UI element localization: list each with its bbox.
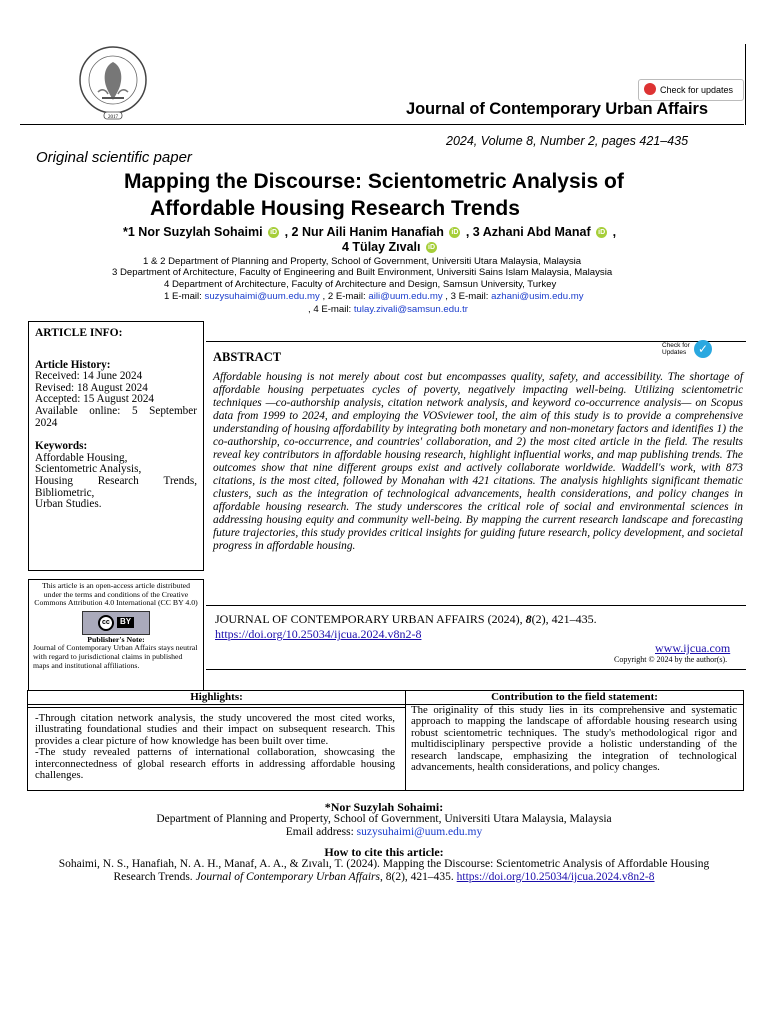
corresponding-author: *Nor Suzylah Sohaimi:: [324, 800, 444, 814]
header-divider: [20, 124, 744, 125]
checkmark-icon: ✓: [694, 340, 712, 358]
online-word-3: 5: [131, 404, 138, 417]
check-label-2: Updates: [662, 349, 687, 356]
orcid-icon[interactable]: iD: [451, 229, 459, 237]
doi-link[interactable]: [215, 627, 421, 642]
publisher-note: Journal of Contemporary Urban Affairs stays neutral with regard to jurisdictional claims in published maps and institutional affiliations.: [33, 643, 198, 670]
journal-citation: [215, 612, 597, 627]
citation-bottom-rule: [206, 669, 746, 670]
check-for-updates-badge[interactable]: [662, 342, 709, 356]
highlights-text: [35, 713, 395, 781]
cite-doi-link[interactable]: https://doi.org/10.25034/ijcua.2024.v8n2-8: [456, 871, 655, 883]
website-text[interactable]: www.ijcua.com: [655, 641, 731, 655]
keyword-word: Housing: [35, 474, 73, 487]
affiliation-3: 4 Department of Architecture, Faculty of Architecture and Design, Samsun University, Turkey: [164, 279, 557, 290]
check-updates-label: Check for updates: [660, 85, 734, 95]
highlights-inner-rule: [28, 707, 405, 708]
online-word-2: online:: [89, 404, 121, 417]
orcid-icon[interactable]: iD: [598, 229, 606, 237]
title-line-2: Affordable Housing Research Trends: [150, 197, 520, 220]
orcid-icon[interactable]: iD: [428, 244, 435, 252]
highlight-item: -The study revealed patterns of international collaboration, showcasing the interconnectedness of global research efforts in addressing affordable housing challenges.: [35, 746, 395, 782]
copyright-note: Copyright © 2024 by the author(s).: [614, 655, 728, 664]
citation-volume: 8: [525, 612, 532, 626]
email-link-4[interactable]: tulay.zivali@samsun.edu.tr: [353, 304, 468, 315]
affiliation-2: 3 Department of Architecture, Faculty of Engineering and Built Environment, Universiti Sains Islam Malaysia, Malaysia: [112, 267, 613, 278]
keyword: Urban Studies.: [35, 498, 102, 511]
contribution-heading: Contribution to the field statement:: [491, 691, 658, 703]
keyword: Scientometric Analysis,: [35, 463, 142, 476]
how-to-cite-heading: How to cite this article:: [324, 845, 444, 859]
check-label-1: Check for: [662, 342, 690, 349]
author-3: , 3 Azhani Abd Manaf: [465, 225, 591, 239]
license-text: This article is an open-access article distributed under the terms and conditions of the Creative Commons Attribution 4.0 International (CC BY 4.0): [34, 581, 198, 608]
keyword: Affordable Housing,: [35, 451, 128, 464]
highlight-item: -Through citation network analysis, the study uncovered the most cited works, illustrating foundational studies and their impact on subsequent research. This provides a clear picture of how knowledge has been built over time.: [35, 712, 395, 747]
keyword: [35, 476, 197, 488]
email-link-1[interactable]: suzysuhaimi@uum.edu.my: [204, 291, 320, 302]
email-label: Email address:: [285, 826, 357, 838]
authors-line-2: [342, 240, 439, 254]
article-info-box: [28, 321, 204, 571]
logo-year: 2017: [108, 115, 118, 120]
online-date: [35, 406, 197, 418]
history-label: Article History:: [35, 358, 111, 371]
doi-text[interactable]: https://doi.org/10.25034/ijcua.2024.v8n2-8: [215, 627, 422, 641]
received-date: Received: 14 June 2024: [35, 370, 143, 383]
email-label-4: , 4 E-mail:: [308, 304, 354, 315]
corresponding-email-link[interactable]: suzysuhaimi@uum.edu.my: [356, 826, 483, 838]
cite-fragment: , 8(2), 421–435.: [380, 871, 457, 883]
how-to-cite-line-2: [0, 871, 768, 883]
online-word-1: Available: [35, 404, 78, 417]
abstract-text: Affordable housing is not merely about cost but encompasses quality, safety, and accessibility. The shortage of affordable housing perpetuates cycles of poverty, negatively impacting well-being. Utilizing scientometric techniques —co-authorship analysis, citation network analysis, and keyword co-occurrence analysis— on Scopus data from 1999 to 2024, and employing the VOSviewer tool, the aim of this study is to provide a comprehensive understanding of housing affordability by integrating both monetary and non-monetary factors and identifies 1) the co-authorship, co-occurrence, and countries' collaboration, and 2) the most cited article in the field. The results reveal key contributors in affordable housing research, highlight influential works, and map publishing trends. The outcomes show that nine different groups exist and actively collaborate worldwide. Waddell's work, with 873 citations, is the most cited, followed by Monahan with 421 citations. The analysis highlights significant thematic clusters, such as the integration of technological advancements, health considerations, and policy changes in affordable housing research. The study underscores the critical role of social and environmental sciences in addressing housing equity and community well-being. By mapping the current research landscape and forecasting future trajectories, this study provides critical insights for guiding future research, policy development, and societal progress in affordable housing.: [213, 371, 743, 552]
affiliation-1: 1 & 2 Department of Planning and Property, School of Government, Universiti Utara Malaysia, Malaysia: [143, 256, 582, 267]
author-emails-2: [308, 304, 768, 315]
accepted-date: Accepted: 15 August 2024: [35, 393, 155, 406]
highlights-column-divider: [405, 691, 406, 790]
journal-website-link[interactable]: [655, 641, 730, 656]
email-label-1: 1 E-mail:: [164, 291, 205, 302]
email-link-2[interactable]: aili@uum.edu.my: [368, 291, 443, 302]
cite-journal: Journal of Contemporary Urban Affairs: [195, 871, 380, 883]
corresponding-email: [0, 826, 768, 838]
by-icon: BY: [117, 617, 134, 628]
highlights-heading: Highlights:: [190, 691, 243, 703]
corresponding-department: Department of Planning and Property, School of Government, Universiti Utara Malaysia, Malaysia: [156, 813, 612, 825]
citation-pages: (2), 421–435.: [531, 612, 597, 626]
author-emails: [164, 291, 768, 302]
author-2: , 2 Nur Aili Hanim Hanafiah: [284, 225, 444, 239]
abstract-bottom-rule: [206, 605, 746, 606]
email-link-3[interactable]: azhani@usim.edu.my: [491, 291, 584, 302]
how-to-cite-line-1: Sohaimi, N. S., Hanafiah, N. A. H., Manaf, A. A., & Zıvalı, T. (2024). Mapping the Discourse: Scientometric Analysis of Affordable Housing: [58, 858, 710, 870]
cc-icon: cc: [98, 615, 114, 631]
online-year: 2024: [35, 416, 58, 429]
highlights-table: [27, 690, 744, 791]
email-label-3: , 3 E-mail:: [442, 291, 492, 302]
revised-date: Revised: 18 August 2024: [35, 381, 148, 394]
author-1: *1 Nor Suzylah Sohaimi: [123, 225, 263, 239]
article-info-heading: ARTICLE INFO:: [35, 327, 123, 339]
cc-by-badge[interactable]: [82, 611, 150, 635]
email-label-2: , 2 E-mail:: [319, 291, 369, 302]
keywords-label: Keywords:: [35, 440, 88, 453]
highlights-table-header: [28, 691, 743, 705]
authors-line-1: [123, 225, 616, 239]
journal-name: Journal of Contemporary Urban Affairs: [406, 100, 708, 118]
contribution-text: The originality of this study lies in its comprehensive and systematic approach to mapping the landscape of affordable housing research using robust scientometric techniques. The study's methodological rigor and multidisciplinary perspective provide a holistic understanding of the research landscape, emphasizing the integration of technological advancements, health considerations, and policy changes.: [411, 704, 737, 774]
keyword-word: Research: [97, 474, 139, 487]
orcid-icon[interactable]: iD: [270, 229, 278, 237]
author-separator: ,: [612, 225, 617, 239]
header-divider-vertical: [745, 44, 746, 125]
check-for-updates-button[interactable]: [638, 79, 744, 101]
publisher-note-label: Publisher's Note:: [87, 634, 145, 644]
paper-type: Original scientific paper: [36, 149, 192, 166]
license-box: [28, 579, 204, 691]
online-word-4: September: [149, 404, 197, 417]
keyword-word: Trends,: [163, 474, 197, 487]
crossmark-icon: [644, 83, 656, 95]
journal-logo: [78, 42, 148, 122]
title-line-1: Mapping the Discourse: Scientometric Analysis of: [124, 170, 624, 193]
keyword: Bibliometric,: [35, 486, 95, 499]
cite-fragment: Research Trends.: [113, 871, 196, 883]
author-4: 4 Tülay Zıvalı: [342, 240, 421, 254]
abstract-heading: ABSTRACT: [213, 350, 282, 364]
citation-journal: JOURNAL OF CONTEMPORARY URBAN AFFAIRS (2024),: [215, 612, 526, 626]
issue-info: 2024, Volume 8, Number 2, pages 421–435: [446, 134, 689, 148]
